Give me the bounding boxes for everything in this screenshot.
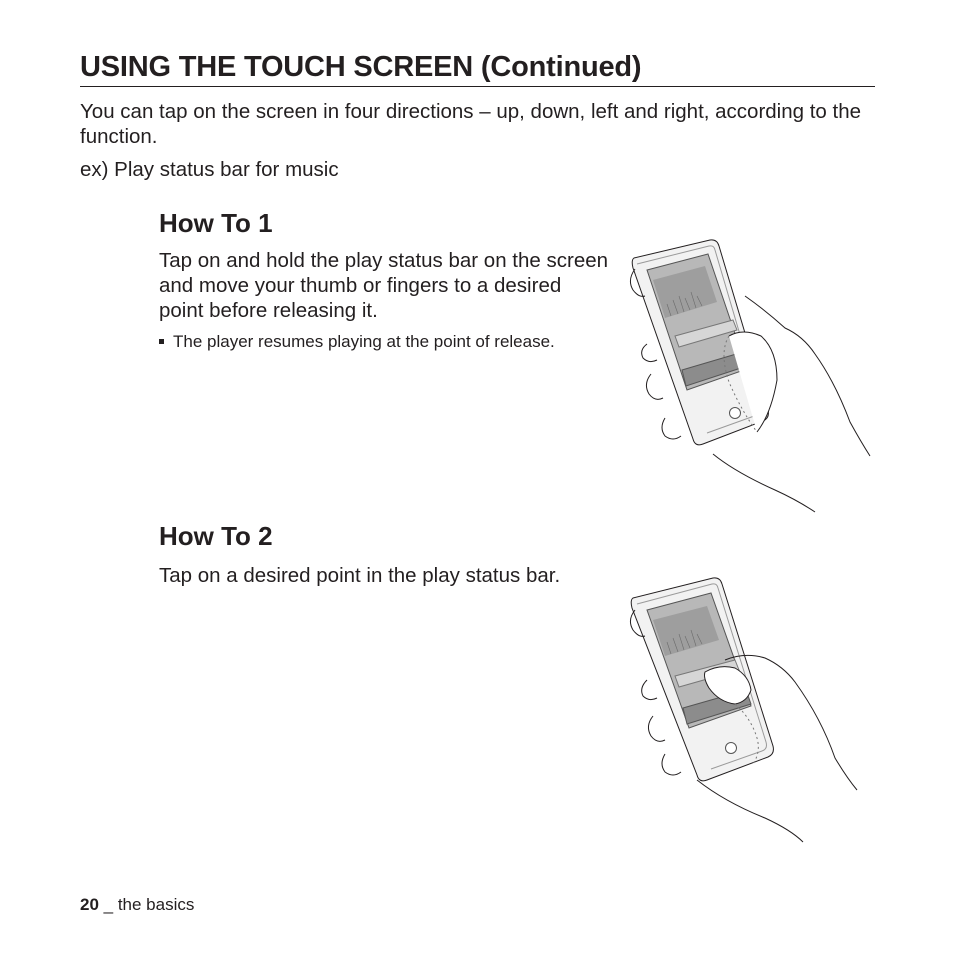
- example-text: ex) Play status bar for music: [80, 158, 339, 181]
- section1-text: Tap on and hold the play status bar on the screen and move your thumb or fingers to a desired point before releasing it.: [159, 249, 609, 322]
- page-number: 20: [80, 895, 99, 914]
- section2-text: Tap on a desired point in the play status bar.: [159, 564, 561, 587]
- bullet-icon: [159, 339, 164, 344]
- section1-note: [159, 331, 555, 352]
- section1-heading: How To 1: [159, 208, 273, 238]
- footer-section-name: the basics: [117, 895, 195, 914]
- intro-paragraph: You can tap on the screen in four directions – up, down, left and right, according to the function.: [80, 100, 862, 148]
- page-footer: [80, 895, 194, 915]
- section1-note-text: The player resumes playing at the point of release.: [173, 332, 555, 351]
- page-title: USING THE TOUCH SCREEN (Continued): [80, 50, 875, 87]
- section2-heading: How To 2: [159, 521, 273, 551]
- hand-holding-player-illustration-2: [625, 568, 875, 848]
- footer-separator: _: [98, 895, 118, 914]
- hand-holding-player-illustration-1: [625, 232, 875, 517]
